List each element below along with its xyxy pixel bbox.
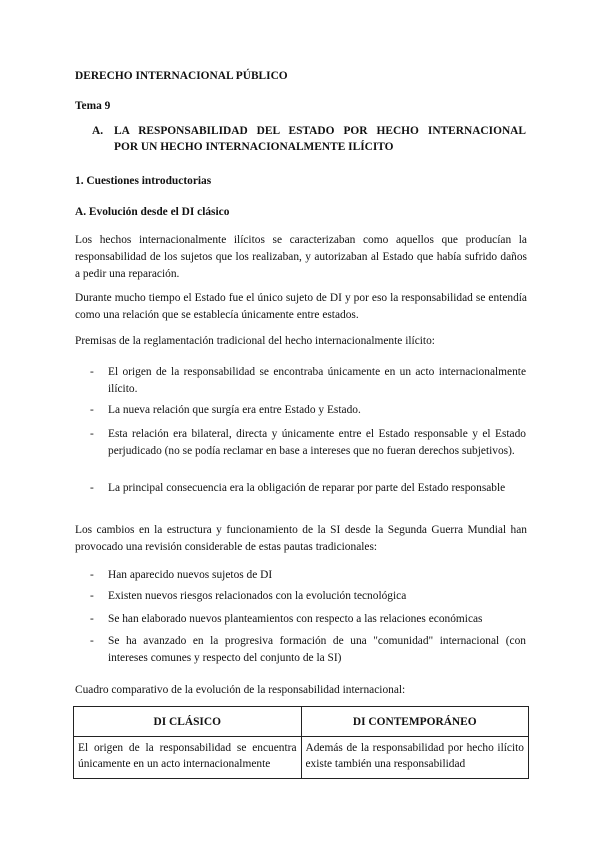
course-title: DERECHO INTERNACIONAL PÚBLICO bbox=[75, 70, 288, 82]
bullet-dash: - bbox=[90, 404, 94, 416]
premise-item bbox=[90, 480, 526, 514]
bullet-dash: - bbox=[90, 428, 94, 440]
heading-a-line-2: POR UN HECHO INTERNACIONALMENTE ILÍCITO bbox=[114, 141, 394, 153]
paragraph-2: Durante mucho tiempo el Estado fue el único sujeto de DI y por eso la responsabilidad se entendía como una relación que se establecía únicamente entre estados. bbox=[75, 292, 527, 321]
bullet-dash: - bbox=[90, 613, 94, 625]
change-text: Se han elaborado nuevos planteamientos con respecto a las relaciones económicas bbox=[108, 613, 483, 625]
table-row bbox=[74, 737, 529, 779]
premise-text: La principal consecuencia era la obligación de reparar por parte del Estado responsable bbox=[108, 482, 506, 494]
section-1-heading: 1. Cuestiones introductorias bbox=[75, 175, 212, 187]
premise-text: El origen de la responsabilidad se encontraba únicamente en un acto internacionalmente ilícito. bbox=[108, 366, 526, 395]
premise-text: Esta relación era bilateral, directa y únicamente entre el Estado responsable y el Estado perjudicado (no se podía reclamar en base a intereses que no fueran derechos subjetivos). bbox=[108, 428, 526, 457]
bullet-dash: - bbox=[90, 635, 94, 647]
table-cell bbox=[74, 737, 302, 779]
premise-item bbox=[90, 426, 526, 477]
paragraph-3: Premisas de la reglamentación tradicional del hecho internacionalmente ilícito: bbox=[75, 335, 435, 347]
bullet-dash: - bbox=[90, 590, 94, 602]
paragraph-1: Los hechos internacionalmente ilícitos se caracterizaban como aquellos que producían la responsabilidad de los sujetos que los realizaban, y autorizaban al Estado que había sufrido daños a pedir una reparación. bbox=[75, 234, 527, 280]
table-header-classic: DI CLÁSICO bbox=[74, 707, 302, 737]
table-header-contemporary: DI CONTEMPORÁNEO bbox=[301, 707, 529, 737]
table-cell bbox=[301, 737, 529, 779]
paragraph-4: Los cambios en la estructura y funcionamiento de la SI desde la Segunda Guerra Mundial han provocado una revisión considerable de estas pautas tradicionales: bbox=[75, 524, 527, 553]
change-item bbox=[90, 588, 526, 605]
table-cell-text: El origen de la responsabilidad se encuentra únicamente en un acto internacionalmente bbox=[78, 742, 297, 770]
bullet-dash: - bbox=[90, 482, 94, 494]
table-cell-text: Además de la responsabilidad por hecho ilícito existe también una responsabilidad bbox=[305, 742, 524, 770]
heading-a-marker: A. bbox=[92, 125, 104, 137]
bullet-dash: - bbox=[90, 569, 94, 581]
premise-text: La nueva relación que surgía era entre Estado y Estado. bbox=[108, 404, 361, 416]
change-text: Han aparecido nuevos sujetos de DI bbox=[108, 569, 273, 581]
change-text: Se ha avanzado en la progresiva formación de una "comunidad" internacional (con intereses comunes y respecto del conjunto de la SI) bbox=[108, 635, 526, 664]
subsection-a-heading: A. Evolución desde el DI clásico bbox=[75, 206, 230, 218]
premise-item bbox=[90, 402, 526, 419]
premise-item bbox=[90, 364, 526, 398]
table-header-row bbox=[74, 707, 529, 737]
topic-label: Tema 9 bbox=[75, 100, 111, 112]
heading-a-line-1: LA RESPONSABILIDAD DEL ESTADO POR HECHO INTERNACIONAL bbox=[114, 125, 526, 137]
change-item bbox=[90, 567, 526, 584]
paragraph-5: Cuadro comparativo de la evolución de la responsabilidad internacional: bbox=[75, 684, 406, 696]
change-text: Existen nuevos riesgos relacionados con la evolución tecnológica bbox=[108, 590, 407, 602]
comparison-table bbox=[73, 706, 529, 779]
change-item bbox=[90, 611, 526, 628]
change-item bbox=[90, 633, 526, 667]
bullet-dash: - bbox=[90, 366, 94, 378]
